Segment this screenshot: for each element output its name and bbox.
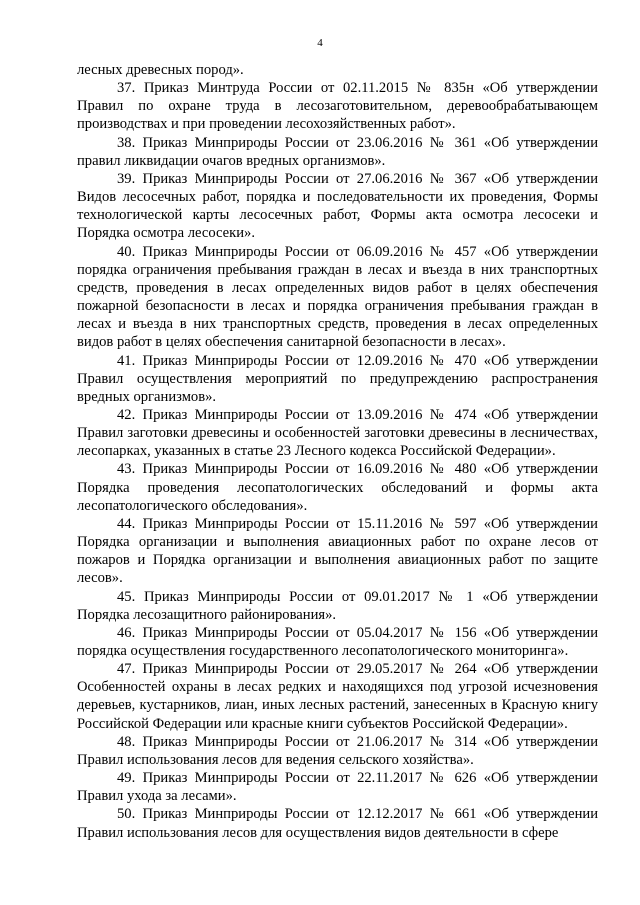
list-item-39: 39. Приказ Минприроды России от 27.06.2016 № 367 «Об утверждении Видов лесосечных работ, порядка и последовательности их проведения, Формы технологической карты лесосечных работ, Формы акта осмотра лесосеки и Порядка осмотра лесосеки». [77,170,598,242]
list-item-48: 48. Приказ Минприроды России от 21.06.2017 № 314 «Об утверждении Правил использования лесов для ведения сельского хозяйства». [77,733,598,768]
list-item-41: 41. Приказ Минприроды России от 12.09.2016 № 470 «Об утверждении Правил осуществления мероприятий по предупреждению распространения вредных организмов». [77,352,598,405]
continuation-text: лесных древесных пород». [77,62,244,78]
list-item-49: 49. Приказ Минприроды России от 22.11.2017 № 626 «Об утверждении Правил ухода за лесами». [77,770,598,805]
list-item-46: 46. Приказ Минприроды России от 05.04.2017 № 156 «Об утверждении порядка осуществления государственного лесопатологического мониторинга». [77,624,598,659]
list-item-42: 42. Приказ Минприроды России от 13.09.2016 № 474 «Об утверждении Правил заготовки древесины и особенностей заготовки древесины в лесничествах, лесопарках, указанных в статье 23 Лесного кодекса Российской Федерации». [77,406,598,460]
list-item-37: 37. Приказ Минтруда России от 02.11.2015 № 835н «Об утверждении Правил по охране труда в лесозаготовительном, деревообрабатывающем производствах и при проведении лесохозяйственных работ». [77,80,598,133]
list-item-43: 43. Приказ Минприроды России от 16.09.2016 № 480 «Об утверждении Порядка проведения лесопатологических обследований и формы акта лесопатологического обследования». [77,461,598,514]
list-item-45: 45. Приказ Минприроды России от 09.01.2017 № 1 «Об утверждении Порядка лесозащитного районирования». [77,588,598,623]
list-item-44: 44. Приказ Минприроды России от 15.11.2016 № 597 «Об утверждении Порядка организации и выполнения авиационных работ по охране лесов от пожаров и Порядка организации и выполнения авиационных работ по защите лесов». [77,515,598,587]
document-body [77,61,598,842]
list-item-50: 50. Приказ Минприроды России от 12.12.2017 № 661 «Об утверждении Правил использования лесов для осуществления видов деятельности в сфере [77,806,598,841]
list-item-40: 40. Приказ Минприроды России от 06.09.2016 № 457 «Об утверждении порядка ограничения пребывания граждан в лесах и въезда в них транспортных средств, проведения в лесах определенных видов работ в целях обеспечения пожарной безопасности в лесах и порядка ограничения пребывания граждан в лесах и въезда в них транспортных средств, проведения в лесах определенных видов работ в целях обеспечения санитарной безопасности в лесах». [77,243,598,351]
list-item-38: 38. Приказ Минприроды России от 23.06.2016 № 361 «Об утверждении правил ликвидации очагов вредных организмов». [77,134,598,169]
page-number: 4 [317,37,323,49]
list-item-47: 47. Приказ Минприроды России от 29.05.2017 № 264 «Об утверждении Особенностей охраны в лесах редких и находящихся под угрозой исчезновения деревьев, кустарников, лиан, иных лесных растений, занесенных в Красную книгу Российской Федерации или красные книги субъектов Российской Федерации». [77,661,598,732]
